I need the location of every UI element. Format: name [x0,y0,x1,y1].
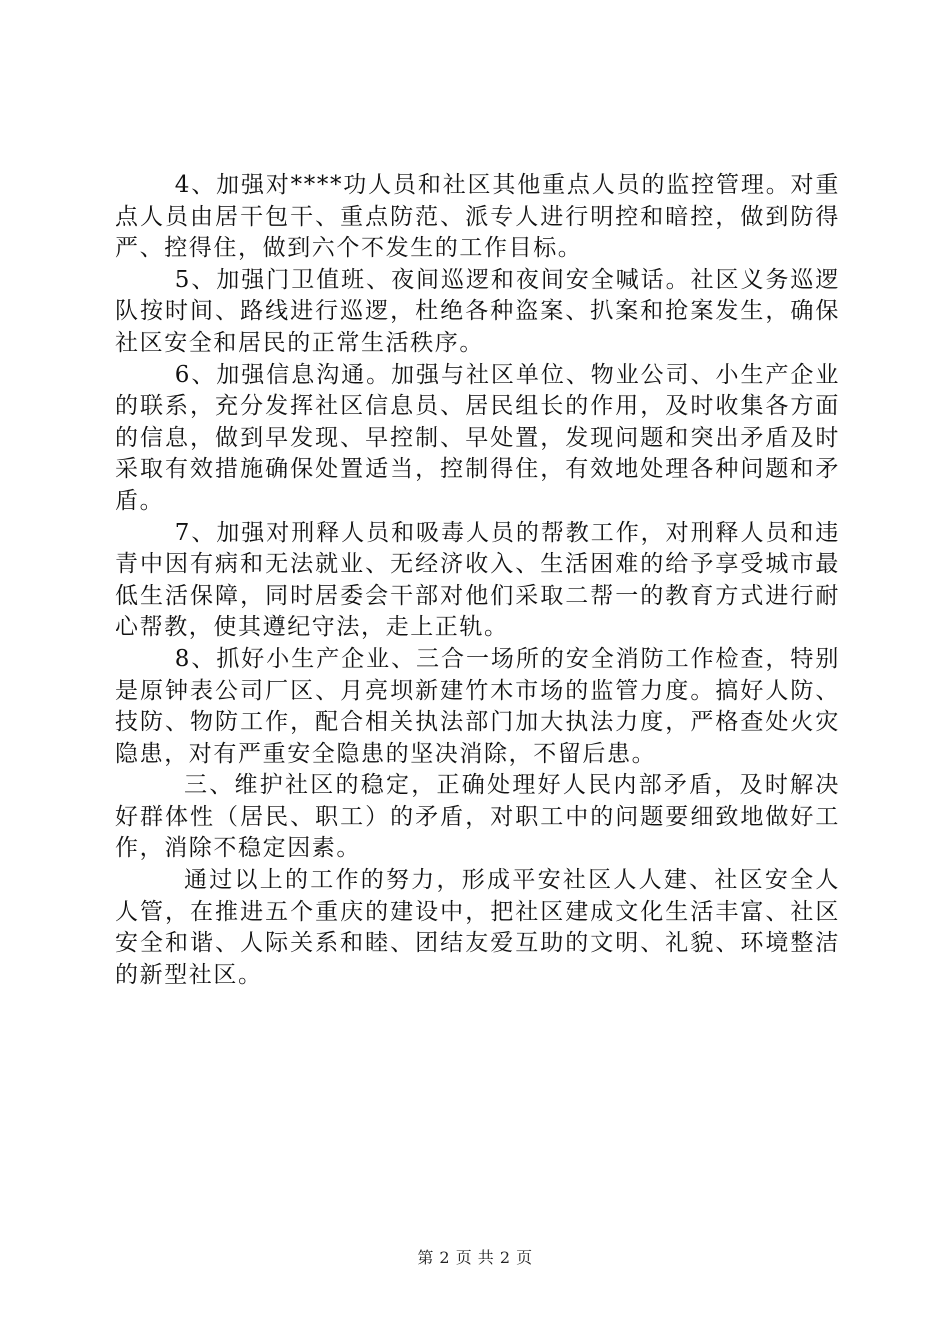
paragraph-item-4: 4、加强对****功人员和社区其他重点人员的监控管理。对重点人员由居干包干、重点防范、派专人进行明控和暗控，做到防得严、控得住，做到六个不发生的工作目标。 [115,172,840,262]
paragraph-conclusion: 通过以上的工作的努力，形成平安社区人人建、社区安全人人管，在推进五个重庆的建设中，把社区建成文化生活丰富、社区安全和谐、人际关系和睦、团结友爱互助的文明、礼貌、环境整洁的新型社区。 [115,867,840,988]
paragraph-item-8: 8、抓好小生产企业、三合一场所的安全消防工作检查，特别是原钟表公司厂区、月亮坝新建竹木市场的监管力度。搞好人防、技防、物防工作，配合相关执法部门加大执法力度，严格查处火灾隐患，对有严重安全隐患的坚决消除，不留后患。 [115,645,840,767]
page-footer: 第 2 页 共 2 页 [417,1248,533,1267]
paragraph-item-7: 7、加强对刑释人员和吸毒人员的帮教工作，对刑释人员和违青中因有病和无法就业、无经济收入、生活困难的给予享受城市最低生活保障，同时居委会干部对他们采取二帮一的教育方式进行耐心帮教，使其遵纪守法，走上正轨。 [115,519,840,641]
paragraph-item-5: 5、加强门卫值班、夜间巡逻和夜间安全喊话。社区义务巡逻队按时间、路线进行巡逻，杜绝各种盗案、扒案和抢案发生，确保社区安全和居民的正常生活秩序。 [115,266,840,356]
paragraph-item-6: 6、加强信息沟通。加强与社区单位、物业公司、小生产企业的联系，充分发挥社区信息员、居民组长的作用，及时收集各方面的信息，做到早发现、早控制、早处置，发现问题和突出矛盾及时采取有效措施确保处置适当，控制得住，有效地处理各种问题和矛盾。 [115,361,840,514]
paragraph-section-three: 三、维护社区的稳定，正确处理好人民内部矛盾，及时解决好群体性（居民、职工）的矛盾，对职工中的问题要细致地做好工作，消除不稳定因素。 [115,772,840,862]
document-body [115,170,840,991]
